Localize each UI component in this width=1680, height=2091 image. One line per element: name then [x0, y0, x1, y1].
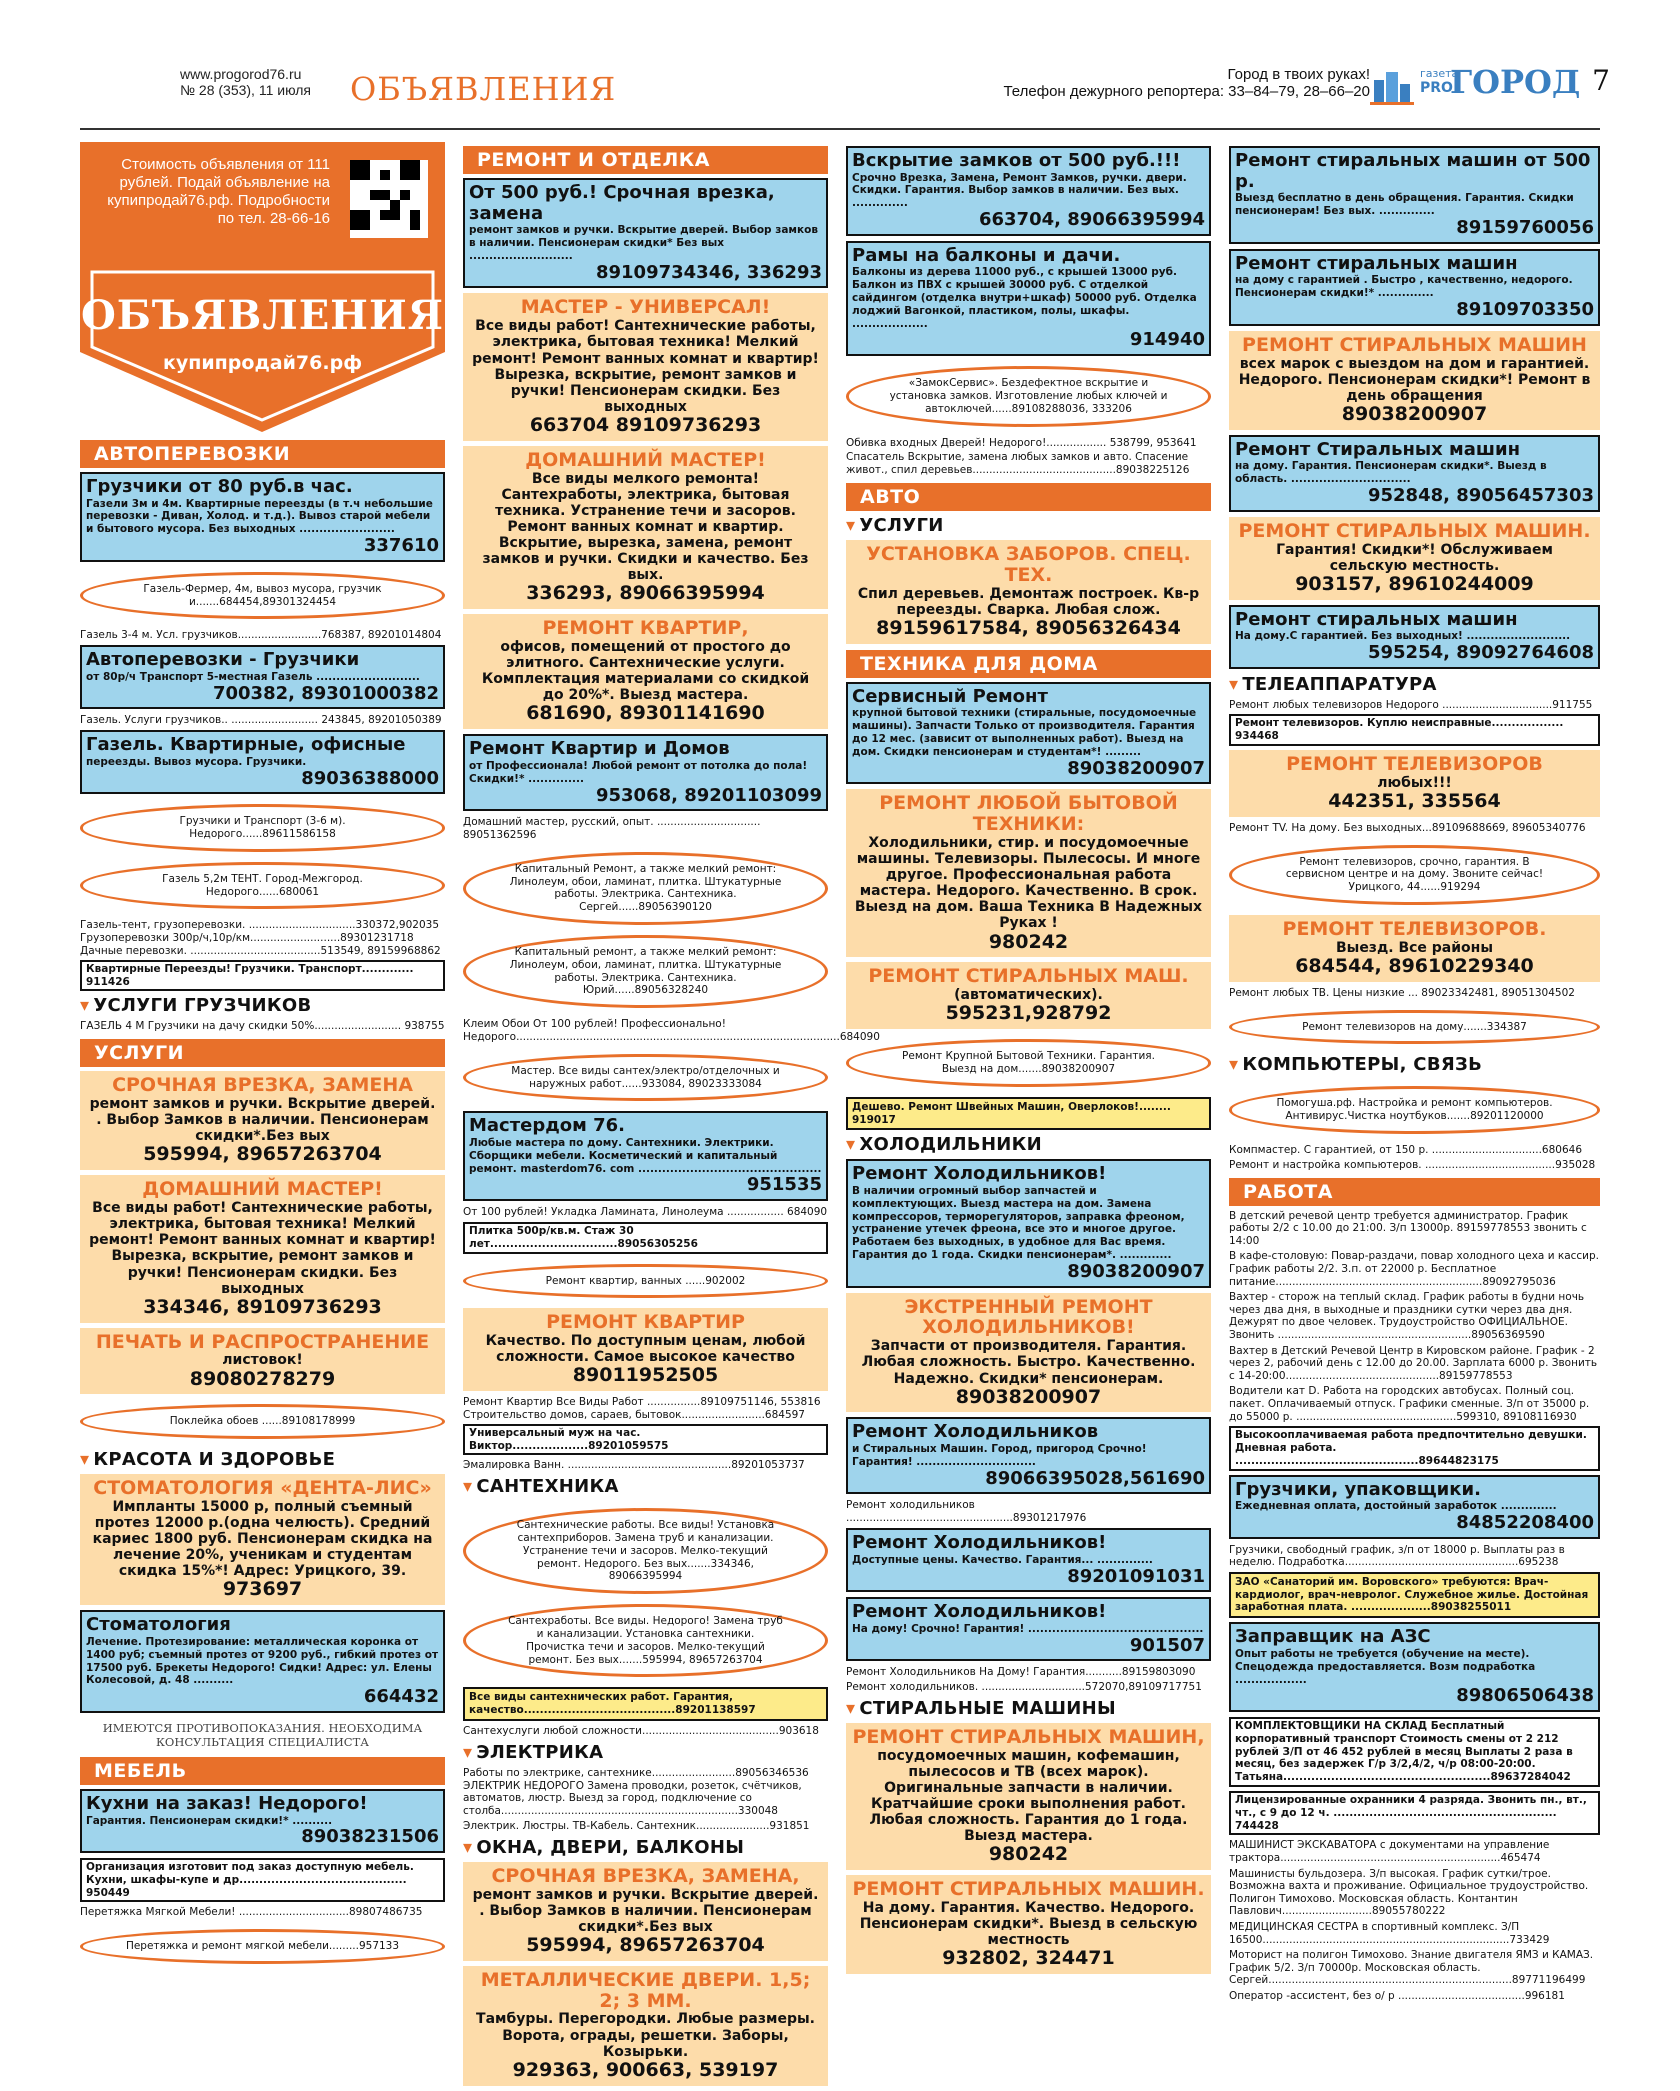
ad-block	[463, 1111, 828, 1201]
ad-phone[interactable]: 89038200907	[1341, 402, 1488, 425]
subsection-header: ▾ КРАСОТА И ЗДОРОВЬЕ	[80, 1449, 445, 1471]
logo-pro: PRO	[1420, 80, 1453, 96]
logo	[1370, 63, 1581, 106]
section-title: ОБЪЯВЛЕНИЯ	[350, 70, 617, 108]
ad-block	[846, 1723, 1211, 1870]
logo-building-icon	[1370, 66, 1414, 106]
ad-block	[846, 1875, 1211, 1974]
line-ad: Ремонт холодильников. ...............................572070,89109717751	[846, 1681, 1202, 1694]
line-ad: Ремонт TV. На дому. Без выходных...89109688669, 89605340776	[1229, 821, 1586, 834]
line-ad: От 100 рублей! Укладка Ламината, Линолеума ................. 684090	[463, 1206, 828, 1219]
page-number: 7	[1592, 64, 1610, 97]
ad-headline: Ремонт Холодильников!	[852, 1163, 1107, 1185]
ad-phone[interactable]: 681690, 89301141690	[526, 702, 765, 725]
ad-headline: Рамы на балконы и дачи.	[852, 244, 1121, 266]
ad-block	[463, 178, 828, 288]
subsection-header: ▾ СТИРАЛЬНЫЕ МАШИНЫ	[846, 1698, 1211, 1720]
ad-phone[interactable]: 89038200907	[1067, 1260, 1205, 1282]
ad-block	[80, 472, 445, 562]
ad-text: Гарантия. Пенсионерам скидки!* ..........	[86, 1814, 333, 1827]
column-1	[80, 140, 445, 1974]
line-ad: Ремонт любых телевизоров Недорого .................................911755	[1229, 698, 1593, 711]
ad-phone[interactable]: 663704 89109736293	[529, 413, 762, 436]
ad-block	[463, 1308, 828, 1391]
ad-headline: Ремонт Квартир и Домов	[469, 738, 730, 760]
job-ad: Вахтер - сторож на теплый склад. График работы в будни ночь через два дня, в выходные и праздники сутки через два дня. Дежурят по двое человек. Трудоустройство ОФИЦИАЛЬНОЕ. Звонить ..........................................................89056369590	[1229, 1291, 1585, 1341]
boxed-ad: Организация изготовит под заказ доступную мебель. Кухни, шкафы-купе и др.......................................... 950449	[80, 1858, 445, 1902]
ad-headline: УСТАНОВКА ЗАБОРОВ. СПЕЦ. ТЕХ.	[866, 542, 1191, 586]
ad-block	[463, 734, 828, 811]
subsection-header: ▾ ХОЛОДИЛЬНИКИ	[846, 1134, 1211, 1156]
line-ad: Сантехуслуги любой сложности.........................................903618	[463, 1724, 819, 1737]
oval-ad: Сантехработы. Все виды. Недорого! Замена труб и канализации. Установка сантехники. Прочистка течи и засоров. Мелко-текущий ремонт. Без вых.......595994, 89657263704	[463, 1604, 828, 1677]
ad-text: Все виды мелкого ремонта! Сантехработы, электрика, бытовая техника. Устранение течи и засоров. Ремонт ванных комнат и квартир. Вскрытие, вырезка, замена, ремонт замков и ручки. Скидки и качество. Без вых.	[482, 470, 809, 584]
line-ad: Газель 3-4 м. Усл. грузчиков.........................768387, 89201014804	[80, 629, 442, 642]
ad-block	[846, 682, 1211, 785]
ad-phone[interactable]: 952848, 89056457303	[1367, 484, 1594, 506]
subsection-header: ▾ САНТЕХНИКА	[463, 1476, 828, 1498]
ad-text: на дому с гарантией . Быстро , качественно, недорого. Пенсионерам скидки!* ..............	[1235, 274, 1573, 300]
ad-block	[1229, 146, 1600, 244]
ad-block	[1229, 249, 1600, 326]
ad-headline: СРОЧНАЯ ВРЕЗКА, ЗАМЕНА,	[491, 1864, 800, 1887]
line-ad: Дачные перевозки. .......................................513549, 89159968862	[80, 945, 441, 958]
ad-text: переезды. Вывоз мусора. Грузчики.	[86, 755, 307, 768]
ad-phone[interactable]: 89109734346, 336293	[595, 261, 822, 283]
ad-block	[1229, 1475, 1600, 1539]
oval-ad: Поклейка обоев ......89108178999	[80, 1404, 445, 1439]
boxed-ad: Квартирные Переезды! Грузчики. Транспорт............. 911426	[80, 960, 445, 992]
ad-headline: Ремонт Холодильников!	[852, 1532, 1107, 1554]
oval-ad: Ремонт Крупной Бытовой Техники. Гарантия. Выезд на дом.......89038200907	[846, 1039, 1211, 1087]
ad-headline: РЕМОНТ СТИРАЛЬНЫХ МАШИН	[1242, 333, 1587, 356]
ad-phone[interactable]: 89109703350	[1456, 298, 1594, 320]
ad-phone[interactable]: 953068, 89201103099	[595, 784, 822, 806]
oval-ad: Сантехнические работы. Все виды! Установка сантехприборов. Замена труб и канализации. Устранение течи и засоров. Мелко-текущий ремонт. Недорого. Без вых.......334346, 89066395994	[463, 1508, 828, 1594]
slogan: Город в твоих руках!	[1227, 66, 1370, 83]
job-ad: В кафе-столовую: Повар-раздачи, повар холодного цеха и кассир. График работы 2/2. З.п. от 22000 р. Бесплатное питание..............................................................89092795036	[1229, 1250, 1600, 1288]
line-ad: Компмастер. С гарантией, от 150 р. .................................680646	[1229, 1144, 1583, 1157]
line-ad: Ремонт Квартир Все Виды Работ ................89109751146, 553816	[463, 1396, 821, 1409]
job-ad: Вахтер в Детский Речевой Центр в Кировском районе. График - 2 через 2, рабочий день с 12.00 до 20.00. Зарплата 6000 р. Звонить с 14-20:00..............................................89159778553	[1229, 1344, 1598, 1382]
ad-headline: От 500 руб.! Срочная врезка, замена	[469, 182, 775, 224]
header-right	[1003, 66, 1370, 101]
ad-headline: ДОМАШНИЙ МАСТЕР!	[525, 448, 766, 471]
ad-text: Выезд бесплатно в день обращения. Гарантия. Скидки пенсионерам! Без вых. ..............	[1235, 192, 1574, 218]
page-header	[180, 62, 1610, 128]
ad-text: Балконы из дерева 11000 руб., с крышей 13000 руб. Балкон из ПВХ с крышей 30000 руб. С отделкой сайдингом (отделка внутри+шкаф) 50000 руб. Отделка лоджий Вагонкой, пластиком, полы, шкафы. ...................	[852, 266, 1197, 330]
ad-headline: Стоматология	[86, 1614, 231, 1636]
oval-ad: Капитальный Ремонт, а также мелкий ремонт: Линолеум, обои, ламинат, плитка. Штукатурные работы. Электрика. Сантехника. Сергей......89056390120	[463, 852, 828, 925]
ad-text: от 80р/ч Транспорт 5-местная Газель ..........................	[86, 670, 420, 683]
line-ad: Домашний мастер, русский, опыт. ............................... 89051362596	[463, 816, 761, 842]
ad-phone[interactable]: 595994, 89657263704	[526, 1933, 765, 1956]
ad-headline: СРОЧНАЯ ВРЕЗКА, ЗАМЕНА	[112, 1074, 413, 1097]
ad-phone[interactable]: 595231,928792	[945, 1002, 1112, 1025]
line-ad: Обивка входных Дверей! Недорого!.................. 538799, 953641	[846, 436, 1197, 449]
oval-ad: Ремонт телевизоров, срочно, гарантия. В сервисном центре и на дому. Звоните сейчас! Урицкого, 44......919294	[1229, 845, 1600, 905]
ad-text: на дому. Гарантия. Пенсионерам скидки*. Выезд в область. ..............................	[1235, 460, 1547, 486]
ad-phone[interactable]: 89201091031	[1067, 1565, 1205, 1587]
ad-block	[463, 1966, 828, 2086]
ad-text: Все виды работ! Сантехнические работы, электрика, бытовая техника! Мелкий ремонт! Ремонт ванных комнат и квартир! Вырезка, вскрытие, ремонт замков и ручки! Пенсионерам скидки. Без выходных	[472, 318, 819, 415]
column-3	[846, 140, 1211, 1979]
boxed-ad: Универсальный муж на час. Виктор...................89201059575	[463, 1424, 828, 1456]
ad-text: офисов, помещений от простого до элитного. Сантехнические услуги. Комплектация материалами со скидкой до 20%*. Выезд мастера.	[481, 639, 810, 704]
ad-block	[1229, 517, 1600, 600]
section-header: РАБОТА	[1229, 1178, 1600, 1206]
ad-text: ремонт замков и ручки. Вскрытие дверей. . Выбор Замков в наличии. Пенсионерам скидки*.Без вых	[472, 1886, 819, 1935]
ad-text: листовок!	[222, 1352, 303, 1369]
highlighted-ad: Дешево. Ремонт Швейных Машин, Оверлоков!........ 919017	[846, 1097, 1211, 1131]
job-ad: Моторист на полигон Тимохово. Знание двигателя ЯМЗ и КАМАЗ. График 5/2. З/п 70000р. Московская область. Сергей.........................................................................89771196499	[1229, 1949, 1594, 1987]
ad-phone[interactable]: 84852208400	[1456, 1512, 1594, 1533]
subsection-header: ▾ ЭЛЕКТРИКА	[463, 1742, 828, 1764]
ad-phone[interactable]: 89080278279	[189, 1367, 336, 1390]
ad-text: Выезд. Все районы	[1335, 939, 1494, 956]
job-ad: Водители кат D. Работа на городских автобусах. Полный соц. пакет. Оплачиваемый отпуск. Графики сменные. З/п от 35000 р. до 55000 р. ................................................599310, 89108116930	[1229, 1385, 1590, 1423]
oval-ad: Помогуша.рф. Настройка и ремонт компьютеров. Антивирус.Чистка ноутбуков.......89201120000	[1229, 1086, 1600, 1134]
ad-phone[interactable]: 89159617584, 89056326434	[876, 616, 1181, 639]
section-header: УСЛУГИ	[80, 1039, 445, 1067]
ad-block	[80, 1610, 445, 1713]
ad-text: На дому.С гарантией. Без выходных! ..........................	[1235, 630, 1571, 643]
ad-block	[1229, 605, 1600, 669]
promo-text: Стоимость объявления от 111 рублей. Подай объявление на купипродай76.рф. Подробности по тел. 28-66-16	[107, 156, 330, 227]
ad-phone[interactable]: 89011952505	[572, 1364, 719, 1387]
ad-block	[463, 446, 828, 609]
job-ad: В детский речевой центр требуется администратор. График работы 2/2 с 10.00 до 21:00. З/п 13000р. 89159778553 звонить с 14:00	[1229, 1209, 1587, 1247]
qr-code-icon[interactable]	[350, 160, 428, 238]
logo-gazeta: газета	[1420, 67, 1459, 80]
ad-block	[80, 1071, 445, 1170]
ad-phone[interactable]: 595254, 89092764608	[1367, 642, 1594, 664]
ad-text: от Профессионала! Любой ремонт от потолка до пола! Скидки!* ..............	[469, 759, 808, 785]
line-ad: Газель. Услуги грузчиков.. .......................... 243845, 89201050389	[80, 714, 442, 727]
section-header: РЕМОНТ И ОТДЕЛКА	[463, 146, 828, 174]
column-2	[463, 140, 880, 2091]
ad-headline: Ремонт Холодильников	[852, 1421, 1099, 1443]
job-ad: МЕДИЦИНСКАЯ СЕСТРА в спортивный комплекс. З/П 16500..........................................................................733429	[1229, 1920, 1550, 1946]
oval-ad: Газель 5,2м ТЕНТ. Город-Межгород. Недорого......680061	[80, 862, 445, 910]
ad-text: Импланты 15000 р, полный съемный протез 12000 р.(одна челюсть). Средний кариес 1800 руб. Пенсионерам скидка на лечение 20%, ученикам и студентам скидка 15%*! Адрес: Урицкого, 39.	[92, 1499, 433, 1580]
ad-phone[interactable]: 929363, 900663, 539197	[512, 2058, 779, 2081]
ad-text: Ежедневная оплата, достойный заработок ..............	[1235, 1500, 1557, 1513]
oval-ad: Ремонт квартир, ванных ......902002	[463, 1264, 828, 1299]
ad-text: Лечение. Протезирование: металлическая коронка от 1400 руб; съемный протез от 9200 руб., гибкий протез от 17500 руб. Брекеты Недорого! Сидки! Адрес: ул. Елены Колесовой, д. 48 ..........	[86, 1636, 439, 1687]
ad-headline: Мастердом 76.	[469, 1115, 626, 1137]
ad-phone[interactable]: 980242	[988, 930, 1069, 953]
ad-text: В наличии огромный выбор запчастей и комплектующих. Выезд мастера на дом. Замена компрессоров, терморегуляторов, заправка фреоном, устранение утечек фреона, все это и многое другое. Работаем без выходных, в удобное для Вас время. Гарантия до 1 года. Скидки пенсионерам*. .............	[852, 1185, 1185, 1262]
ad-headline: Кухни на заказ! Недорого!	[86, 1792, 368, 1814]
ad-text: любых!!!	[1377, 774, 1452, 791]
ad-block	[80, 1328, 445, 1395]
ad-headline: СТОМАТОЛОГИЯ «ДЕНТА-ЛИС»	[93, 1477, 432, 1500]
line-ad: ЭЛЕКТРИК НЕДОРОГО Замена проводки, розеток, счётчиков, автоматов, люстр. Выезд за город, подключение со столба.......................................................................330048	[463, 1779, 802, 1818]
subsection-header: ▾ ОКНА, ДВЕРИ, БАЛКОНЫ	[463, 1837, 828, 1859]
ad-phone[interactable]: 914940	[1129, 329, 1205, 351]
ad-phone[interactable]: 336293, 89066395994	[526, 582, 765, 605]
ad-block	[463, 293, 828, 440]
line-ad: Строительство домов, сараев, бытовок.........................684597	[463, 1409, 805, 1422]
ad-block	[846, 1159, 1211, 1287]
ad-text: Срочно Врезка, Замена, Ремонт Замков, ручки. двери. Скидки. Гарантия. Выбор замков в наличии. Без вых. ..............	[852, 171, 1187, 210]
ad-phone[interactable]: 595994, 89657263704	[143, 1143, 382, 1166]
ad-phone[interactable]: 664432	[363, 1686, 439, 1708]
ad-headline: ПЕЧАТЬ И РАСПРОСТРАНЕНИЕ	[95, 1330, 430, 1353]
ad-block	[80, 645, 445, 709]
ad-headline: Ремонт стиральных машин от 500 р.	[1235, 150, 1591, 192]
ad-headline: ДОМАШНИЙ МАСТЕР!	[142, 1178, 383, 1201]
boxed-ad: Плитка 500р/кв.м. Стаж 30 лет................................89056305256	[463, 1222, 828, 1254]
issue-number: № 28 (353), 11 июля	[180, 82, 312, 99]
line-ad: ГАЗЕЛЬ 4 М Грузчики на дачу скидки 50%.......................... 938755	[80, 1020, 445, 1033]
line-ad: Грузоперевозки 300р/ч,10р/км...........................89301231718	[80, 932, 414, 945]
ad-block	[846, 789, 1211, 957]
ad-headline: МЕТАЛЛИЧЕСКИЕ ДВЕРИ. 1,5; 2; 3 ММ.	[480, 1968, 811, 2012]
ad-headline: РЕМОНТ СТИРАЛЬНЫХ МАШИН.	[1238, 519, 1591, 542]
boxed-ad: Лицензированные охранники 4 разряда. Звонить пн., вт., чт., с 9 до 12 ч. ........................................................ 744428	[1229, 1791, 1600, 1835]
ad-phone[interactable]: 337610	[363, 535, 439, 557]
ad-phone[interactable]: 901507	[1129, 1634, 1205, 1656]
line-ad: Перетяжка Мягкой Мебели! .................................89807486735	[80, 1906, 423, 1919]
ad-block	[846, 241, 1211, 356]
ad-block	[463, 614, 828, 729]
ad-text: Тамбуры. Перегородки. Любые размеры. Ворота, ограды, решетки. Заборы, Козырьки.	[476, 2011, 815, 2060]
ad-text: Холодильники, стир. и посудомоечные машины. Телевизоры. Пылесосы. И многе другое. Профессиональная работа мастера. Недорого. Качественно. В срок. Выезд на дом. Ваша Техника В Надежных Руках !	[854, 835, 1203, 932]
ad-phone[interactable]: 89038200907	[955, 1385, 1102, 1408]
job-ad: Оператор -ассистент, без о/ р ......................................996181	[1229, 1989, 1565, 2002]
site-url[interactable]: www.progorod76.ru	[180, 66, 302, 82]
logo-gorod: ГОРОД	[1450, 63, 1581, 101]
ad-block	[80, 1474, 445, 1605]
ad-text: посудомоечных машин, кофемашин, пылесосов и ТВ (всех марок). Оригинальные запчасти в наличии. Кратчайшие сроки выполнения работ. Любая сложность. Гарантия до 1 года. Выезд мастера.	[869, 1747, 1188, 1845]
ad-text: На дому! Срочно! Гарантия! ............................................	[852, 1622, 1204, 1635]
boxed-ad: КОМПЛЕКТОВЩИКИ НА СКЛАД Бесплатный корпоративный транспорт Стоимость смены от 2 212 рублей З/П от 46 452 рублей в месяц Выплаты 2 раза в месяц, без задержек Г/р 3/2,4/2, ч/р 08:00-20:00. Татьяна....................................................89637284042	[1229, 1717, 1600, 1787]
ad-phone[interactable]: 663704, 89066395994	[978, 209, 1205, 231]
line-ad: Работы по электрике, сантехнике.........................89056346536	[463, 1766, 809, 1779]
oval-ad: Грузчики и Транспорт (3-6 м). Недорого......89611586158	[80, 804, 445, 852]
ad-text: всех марок с выездом на дом и гарантией. Недорого. Пенсионерам скидки*! Ремонт в день обращения	[1238, 355, 1591, 404]
subsection-header: ▾ УСЛУГИ	[846, 515, 1211, 537]
ad-headline: Ремонт стиральных машин	[1235, 252, 1518, 274]
oval-ad: Мастер. Все виды сантех/электро/отделочных и наружных работ......933084, 89023333084	[463, 1054, 828, 1102]
line-ad: Ремонт любых ТВ. Цены низкие ... 89023342481, 89051304502	[1229, 986, 1575, 999]
ad-headline: ЭКСТРЕННЫЙ РЕМОНТ ХОЛОДИЛЬНИКОВ!	[904, 1295, 1153, 1339]
ad-headline: РЕМОНТ СТИРАЛЬНЫХ МАШ.	[868, 965, 1189, 988]
ad-headline: РЕМОНТ СТИРАЛЬНЫХ МАШИН.	[852, 1878, 1205, 1901]
ad-phone[interactable]: 973697	[222, 1578, 303, 1601]
ad-headline: Грузчики, упаковщики.	[1235, 1478, 1481, 1500]
job-ad: МАШИНИСТ ЭКСКАВАТОРА с документами на управление трактора..................................................................465474	[1229, 1839, 1550, 1864]
ad-text: (автоматических).	[954, 987, 1103, 1004]
ad-block	[846, 1293, 1211, 1413]
ad-phone[interactable]: 932802, 324471	[942, 1947, 1115, 1970]
ad-headline: Ремонт Холодильников!	[852, 1601, 1107, 1623]
ad-headline: Газель. Квартирные, офисные	[86, 734, 406, 756]
ad-text: Запчасти от производителя. Гарантия. Любая сложность. Быстро. Качественно. Надежно. Скидки* пенсионерам.	[861, 1338, 1196, 1387]
line-ad: Газель-тент, грузоперевозки. ................................330372,902035	[80, 919, 439, 932]
ad-block	[80, 730, 445, 794]
column-4	[1229, 140, 1600, 2006]
ad-headline: МАСТЕР - УНИВЕРСАЛ!	[520, 296, 771, 319]
header-divider	[80, 128, 1600, 130]
ad-text: Все виды работ! Сантехнические работы, электрика, бытовая техника! Мелкий ремонт! Ремонт ванных комнат и квартир! Вырезка, вскрытие, ремонт замков и ручки! Пенсионерам скидки. Без выходных	[89, 1200, 436, 1297]
ad-text: Доступные цены. Качество. Гарантия... ..............	[852, 1553, 1153, 1566]
ad-phone[interactable]: 700382, 89301000382	[212, 682, 439, 704]
ad-block	[1229, 331, 1600, 430]
boxed-ad: Высокооплачиваемая работа предпочтительно девушки. Дневная работа. ..............................................89644823175	[1229, 1426, 1600, 1470]
section-header: АВТОПЕРЕВОЗКИ	[80, 440, 445, 468]
ad-phone[interactable]: 89806506438	[1456, 1685, 1594, 1707]
ad-text: ремонт замков и ручки. Вскрытие дверей. . Выбор Замков в наличии. Пенсионерам скидки*.Без вых	[89, 1096, 436, 1145]
ad-headline: РЕМОНТ КВАРТИР	[546, 1311, 745, 1334]
ad-headline: РЕМОНТ ТЕЛЕВИЗОРОВ	[1286, 753, 1543, 776]
ad-phone[interactable]: 334346, 89109736293	[143, 1295, 382, 1318]
ad-phone[interactable]: 980242	[988, 1843, 1069, 1866]
line-ad: Ремонт Холодильников На Дому! Гарантия...........89159803090	[846, 1666, 1196, 1679]
ad-phone[interactable]: 903157, 89610244009	[1295, 572, 1534, 595]
jobs-list	[1229, 1210, 1600, 2003]
line-ad: Электрик. Люстры. ТВ-Кабель. Сантехник......................931851	[463, 1819, 810, 1832]
ad-headline: Сервисный Ремонт	[852, 685, 1048, 707]
medical-warning: ИМЕЮТСЯ ПРОТИВОПОКАЗАНИЯ. НЕОБХОДИМА КОНСУЛЬТАЦИЯ СПЕЦИАЛИСТА	[102, 1720, 423, 1749]
ad-block	[463, 1862, 828, 1961]
ad-headline: РЕМОНТ ТЕЛЕВИЗОРОВ.	[1282, 918, 1547, 941]
job-ad: Грузчики, свободный график, з/п от 18000 р. Выплаты раз в неделю. Подработка....................................................695238	[1229, 1543, 1565, 1569]
line-ad: Ремонт холодильников ..................................................89301217976	[846, 1499, 1087, 1525]
ad-text: Газели 3м и 4м. Квартирные переезды (в т.ч небольшие перевозки - Диван, Холод. и т.д.). Вывоз старой мебели и бытового мусора. Без выходных ........................	[86, 497, 433, 536]
ad-headline: РЕМОНТ СТИРАЛЬНЫХ МАШИН,	[852, 1725, 1205, 1748]
line-ad: Эмалировка Ванн. .................................................89201053737	[463, 1459, 805, 1472]
ad-phone[interactable]: 951535	[746, 1174, 822, 1196]
promo-site[interactable]: купипродай76.рф	[162, 352, 363, 374]
ad-text: Опыт работы не требуется (обучение на месте). Спецодежда предоставляется. Возм подработка ..................	[1235, 1647, 1536, 1686]
ad-text: Качество. По доступным ценам, любой сложности. Самое высокое качество	[485, 1333, 806, 1366]
ad-phone[interactable]: 89038231506	[301, 1826, 439, 1848]
ad-headline: Заправщик на АЗС	[1235, 1626, 1431, 1648]
oval-ad: Капитальный ремонт, а также мелкий ремонт: Линолеум, обои, ламинат, плитка. Штукатурные работы. Электрика. Сантехника. Юрий......89056328240	[463, 935, 828, 1008]
section-header: АВТО	[846, 483, 1211, 511]
subsection-header: ▾ УСЛУГИ ГРУЗЧИКОВ	[80, 995, 445, 1017]
subsection-header: ▾ ТЕЛЕАППАРАТУРА	[1229, 674, 1600, 696]
ad-block	[846, 1417, 1211, 1494]
ad-text: и Стиральных Машин. Город, пригород Срочно! Гарантия! ..............................	[852, 1443, 1147, 1468]
ad-headline: РЕМОНТ ЛЮБОЙ БЫТОВОЙ ТЕХНИКИ:	[879, 792, 1178, 836]
ad-block	[846, 962, 1211, 1029]
ad-headline: Автоперевозки - Грузчики	[86, 649, 360, 671]
ad-text: Гарантия! Скидки*! Обслуживаем сельскую местность.	[1276, 541, 1553, 574]
ad-block	[1229, 435, 1600, 512]
line-ad: Клеим Обои От 100 рублей! Профессионально! Недорого.................................................................................................684090	[463, 1018, 880, 1043]
ad-block	[846, 540, 1211, 644]
ad-block	[1229, 750, 1600, 817]
line-ad: Спасатель Вскрытие, замена любых замков и авто. Спасение живот., спил деревьев...........................................89038225126	[846, 451, 1190, 477]
ad-block	[846, 146, 1211, 236]
ad-headline: Ремонт стиральных машин	[1235, 608, 1518, 630]
oval-ad: Газель-Фермер, 4м, вывоз мусора, грузчик и.......684454,89301324454	[80, 572, 445, 620]
oval-ad: «ЗамокСервис». Бездефектное вскрытие и установка замков. Изготовление любых ключей и автоключей......89108288036, 333206	[846, 366, 1211, 426]
ad-phone[interactable]: 684544, 89610229340	[1295, 955, 1534, 978]
ad-text: крупной бытовой техники (стиральные, посудомоечные машины). Запчасти Только от производителя. Гарантия до 12 мес. (зависит от выполненных работ). Выезд на дом. Скидки пенсионерам и студентам*! .........	[852, 707, 1197, 758]
ad-block	[846, 1528, 1211, 1592]
highlighted-ad: ЗАО «Санаторий им. Воровского» требуются: Врач-кардиолог, врач-невролог. Служебное жилье. Достойная заработная плата. ....................89038255011	[1229, 1572, 1600, 1618]
boxed-ad: Ремонт телевизоров. Куплю неисправные.................. 934468	[1229, 714, 1600, 746]
ad-headline: Ремонт Стиральных машин	[1235, 438, 1521, 460]
ad-phone[interactable]: 442351, 335564	[1328, 790, 1501, 813]
ad-phone[interactable]: 89038200907	[1067, 757, 1205, 779]
ad-block	[80, 1175, 445, 1322]
ad-text: Спил деревьев. Демонтаж построек. Кв-р переезды. Сварка. Любая слож.	[857, 585, 1200, 618]
line-ad: Ремонт и настройка компьютеров. .......................................935028	[1229, 1158, 1596, 1171]
subsection-header: ▾ КОМПЬЮТЕРЫ, СВЯЗЬ	[1229, 1054, 1600, 1076]
promo-title: ОБЪЯВЛЕНИЯ	[80, 292, 445, 339]
ad-block	[1229, 1622, 1600, 1712]
ad-headline: Грузчики от 80 руб.в час.	[86, 476, 353, 497]
ad-phone[interactable]: 89036388000	[301, 767, 439, 789]
site-info	[180, 66, 311, 98]
section-header: ТЕХНИКА ДЛЯ ДОМА	[846, 650, 1211, 678]
promo-banner	[80, 142, 445, 434]
ad-text: Любые мастера по дому. Сантехники. Электрики. Сборщики мебели. Косметический и капитальный ремонт. masterdom76. com ..............................................	[469, 1137, 822, 1175]
highlighted-ad: Все виды сантехнических работ. Гарантия, качество......................................89201138597	[463, 1687, 828, 1721]
ad-phone[interactable]: 89159760056	[1456, 216, 1594, 238]
ad-block	[1229, 915, 1600, 982]
ad-text: На дому. Гарантия. Качество. Недорого. Пенсионерам скидки*. Выезд в сельскую местность	[859, 1900, 1198, 1949]
section-header: МЕБЕЛЬ	[80, 1757, 445, 1785]
ad-headline: Вскрытие замков от 500 руб.!!!	[852, 150, 1181, 171]
ad-headline: РЕМОНТ КВАРТИР,	[542, 617, 749, 640]
job-ad: Машинисты бульдозера. З/п высокая. График сутки/трое. Возможна вахта и проживание. Официальное трудоустройство. Полигон Тимохово. Московская область. Контантин Павлович...........................89055780222	[1229, 1867, 1589, 1918]
oval-ad: Ремонт телевизоров на дому.......334387	[1229, 1010, 1600, 1045]
ad-block	[846, 1597, 1211, 1661]
ad-phone[interactable]: 89066395028,561690	[985, 1467, 1205, 1489]
oval-ad: Перетяжка и ремонт мягкой мебели.........957133	[80, 1929, 445, 1964]
reporter-phone: Телефон дежурного репортера: 33–84–79, 28–66–20	[1003, 83, 1370, 101]
ad-text: ремонт замков и ручки. Вскрытие дверей. Выбор замков в наличии. Пенсионерам скидки* Без вых ..........................	[469, 224, 818, 262]
ad-block	[80, 1789, 445, 1853]
